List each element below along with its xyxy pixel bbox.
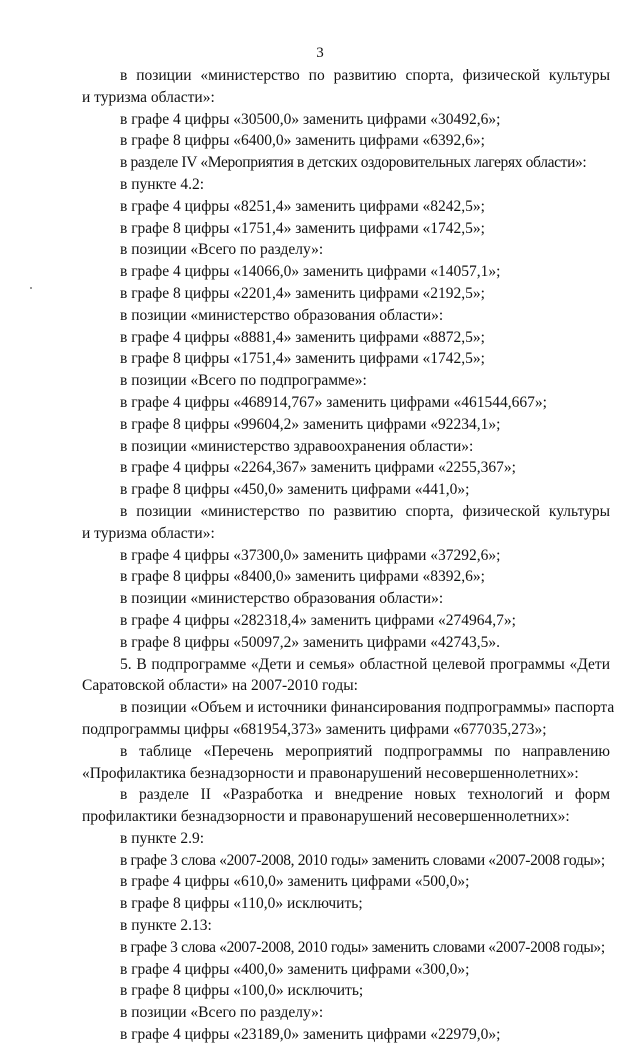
text-line: в графе 8 цифры «1751,4» заменить цифрами «1742,5»; xyxy=(120,350,485,368)
scan-speck xyxy=(30,287,32,289)
text-line: в графе 8 цифры «99604,2» заменить цифрами «92234,1»; xyxy=(120,415,501,433)
text-line: в графе 8 цифры «1751,4» заменить цифрами «1742,5»; xyxy=(120,219,485,237)
text-line: и туризма области»: xyxy=(82,524,215,542)
text-line: в позиции «министерство по развитию спорта, физической культуры xyxy=(120,67,610,84)
text-line: в графе 4 цифры «2264,367» заменить цифрами «2255,367»; xyxy=(120,459,516,477)
text-line: в позиции «Всего по подпрограмме»: xyxy=(120,372,367,390)
text-line: в графе 3 слова «2007-2008, 2010 годы» заменить словами «2007-2008 годы»; xyxy=(120,851,605,869)
text-line: в пункте 2.9: xyxy=(120,829,205,847)
text-line: «Профилактика безнадзорности и правонарушений несовершеннолетних»: xyxy=(82,764,579,782)
text-line: в позиции «министерство образования области»: xyxy=(120,590,444,608)
text-line: в графе 8 цифры «110,0» исключить; xyxy=(120,895,363,913)
text-line: в графе 4 цифры «8251,4» заменить цифрами «8242,5»; xyxy=(120,197,485,215)
text-line: в графе 4 цифры «14066,0» заменить цифрами «14057,1»; xyxy=(120,263,501,281)
text-line: профилактики безнадзорности и правонарушений несовершеннолетних»: xyxy=(82,808,570,826)
text-line: в позиции «Объем и источники финансирования подпрограммы» паспорта xyxy=(120,699,615,717)
text-line: в графе 8 цифры «2201,4» заменить цифрами «2192,5»; xyxy=(120,284,485,302)
text-line: в графе 4 цифры «468914,767» заменить цифрами «461544,667»; xyxy=(120,393,547,411)
text-line: в позиции «министерство здравоохранения области»: xyxy=(120,437,474,455)
text-line: в графе 4 цифры «610,0» заменить цифрами «500,0»; xyxy=(120,873,470,891)
document-body xyxy=(82,65,615,1046)
text-line: в графе 8 цифры «6400,0» заменить цифрами «6392,6»; xyxy=(120,132,485,150)
text-line: в графе 8 цифры «450,0» заменить цифрами «441,0»; xyxy=(120,481,470,499)
text-line: в графе 3 слова «2007-2008, 2010 годы» заменить словами «2007-2008 годы»; xyxy=(120,938,605,956)
text-line: в графе 4 цифры «23189,0» заменить цифрами «22979,0»; xyxy=(120,1026,501,1044)
text-line: в графе 4 цифры «282318,4» заменить цифрами «274964,7»; xyxy=(120,611,516,629)
text-line: в разделе IV «Мероприятия в детских оздоровительных лагерях области»: xyxy=(120,154,587,172)
text-line: в позиции «министерство образования области»: xyxy=(120,306,444,324)
text-line: в позиции «министерство по развитию спорта, физической культуры xyxy=(120,502,610,520)
text-line: в графе 8 цифры «100,0» исключить; xyxy=(120,982,364,1000)
text-line: 5. В подпрограмме «Дети и семья» областной целевой программы «Дети xyxy=(120,655,610,673)
text-line: в графе 4 цифры «30500,0» заменить цифрами «30492,6»; xyxy=(120,110,501,128)
text-line: в графе 8 цифры «50097,2» заменить цифрами «42743,5». xyxy=(120,633,501,651)
text-line: в графе 4 цифры «400,0» заменить цифрами «300,0»; xyxy=(120,960,470,978)
text-line: в графе 8 цифры «8400,0» заменить цифрами «8392,6»; xyxy=(120,568,485,586)
text-line: в таблице «Перечень мероприятий подпрограммы по направлению xyxy=(120,742,610,760)
text-line: в пункте 2.13: xyxy=(120,917,212,935)
text-line: Саратовской области» на 2007-2010 годы: xyxy=(82,677,358,695)
page-number: 3 xyxy=(316,45,324,61)
text-line: в пункте 4.2: xyxy=(120,175,205,193)
text-line: в позиции «Всего по разделу»: xyxy=(120,1004,324,1022)
text-line: в графе 4 цифры «8881,4» заменить цифрами «8872,5»; xyxy=(120,328,485,346)
text-line: подпрограммы цифры «681954,373» заменить цифрами «677035,273»; xyxy=(82,720,547,738)
text-line: в графе 4 цифры «37300,0» заменить цифрами «37292,6»; xyxy=(120,546,501,564)
text-line: в позиции «Всего по разделу»: xyxy=(120,241,324,259)
text-line: в разделе II «Разработка и внедрение новых технологий и форм xyxy=(120,786,610,804)
text-line: и туризма области»: xyxy=(82,88,215,106)
